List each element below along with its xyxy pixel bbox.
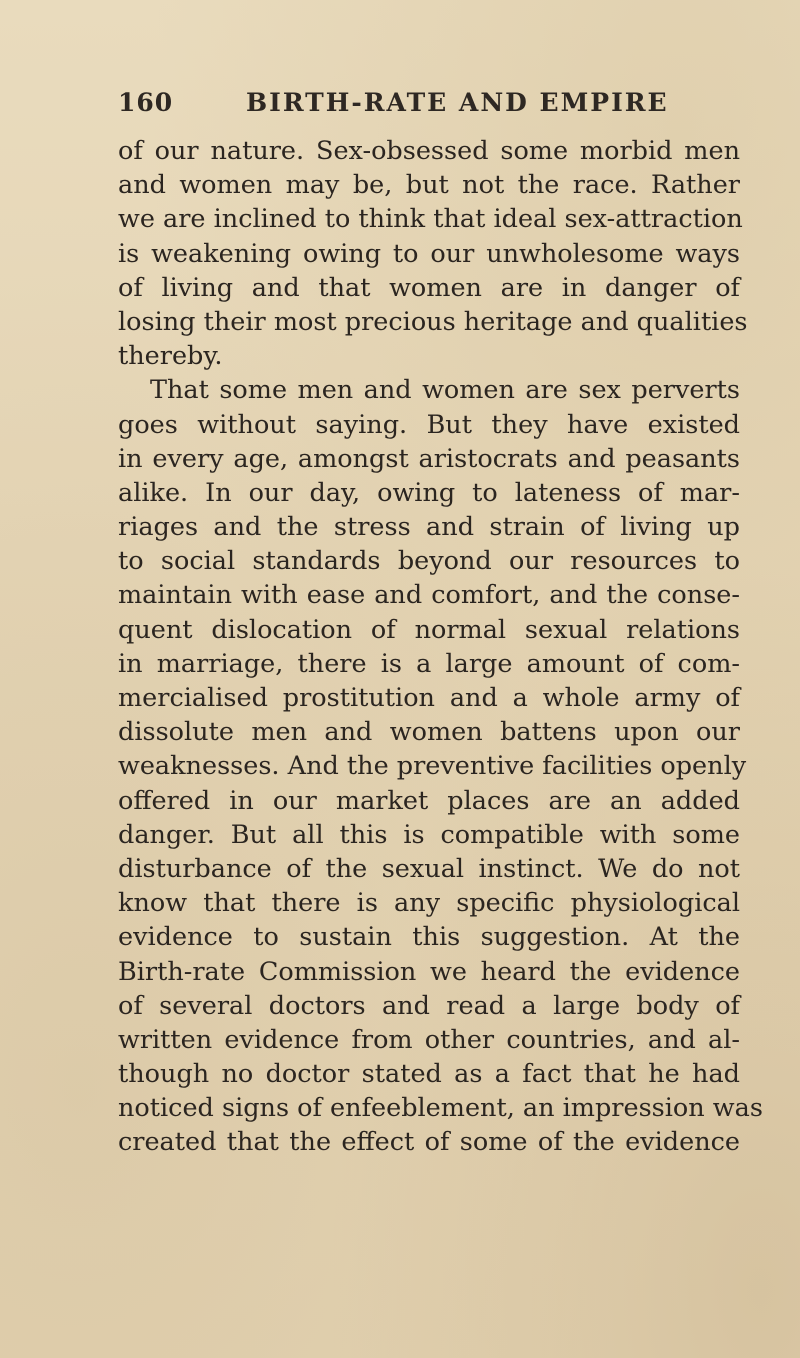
text-line: Birth-rate Commission we heard the evidence [118, 956, 740, 987]
text-line: of our nature. Sex-obsessed some morbid men [118, 136, 740, 166]
text-line: riages and the stress and strain of living up [118, 512, 740, 543]
text-line: of several doctors and read a large body of [118, 990, 740, 1021]
paragraph-first-line: That some men and women are sex perverts [150, 375, 740, 406]
text-line: offered in our market places are an added [118, 785, 740, 816]
text-line: to social standards beyond our resources to [118, 546, 740, 577]
running-head [118, 88, 678, 124]
text-line: evidence to sustain this suggestion. At the [118, 922, 740, 953]
text-line: in marriage, there is a large amount of com- [118, 648, 740, 679]
text-line: goes without saying. But they have existed [118, 409, 740, 440]
text-line: written evidence from other countries, and al- [118, 1024, 740, 1055]
text-line: losing their most precious heritage and qualities [118, 306, 748, 337]
text-line: and women may be, but not the race. Rather [118, 170, 740, 201]
text-line: alike. In our day, owing to lateness of mar- [118, 477, 740, 508]
text-line: maintain with ease and comfort, and the conse- [118, 580, 740, 611]
text-line: is weakening owing to our unwholesome ways [118, 238, 740, 269]
text-line: danger. But all this is compatible with some [118, 819, 740, 850]
text-line: mercialised prostitution and a whole army of [118, 683, 740, 713]
text-line: though no doctor stated as a fact that he had [118, 1059, 740, 1090]
text-line: disturbance of the sexual instinct. We do not [118, 853, 740, 884]
text-line: in every age, amongst aristocrats and peasants [118, 443, 740, 474]
page-number: 160 [118, 88, 174, 117]
text-line: know that there is any specific physiological [118, 888, 740, 919]
text-line: quent dislocation of normal sexual relations [118, 614, 740, 645]
text-line: created that the effect of some of the evidence [118, 1127, 740, 1158]
text-line: of living and that women are in danger of [118, 272, 740, 303]
text-line: weaknesses. And the preventive facilities openly [118, 751, 747, 782]
running-title: BIRTH-RATE AND EMPIRE [246, 88, 669, 117]
text-line: dissolute men and women battens upon our [118, 717, 740, 748]
text-line: we are inclined to think that ideal sex-attraction [118, 204, 743, 235]
text-line: thereby. [118, 341, 223, 372]
text-line: noticed signs of enfeeblement, an impression was [118, 1093, 763, 1124]
body-text [118, 134, 763, 1160]
